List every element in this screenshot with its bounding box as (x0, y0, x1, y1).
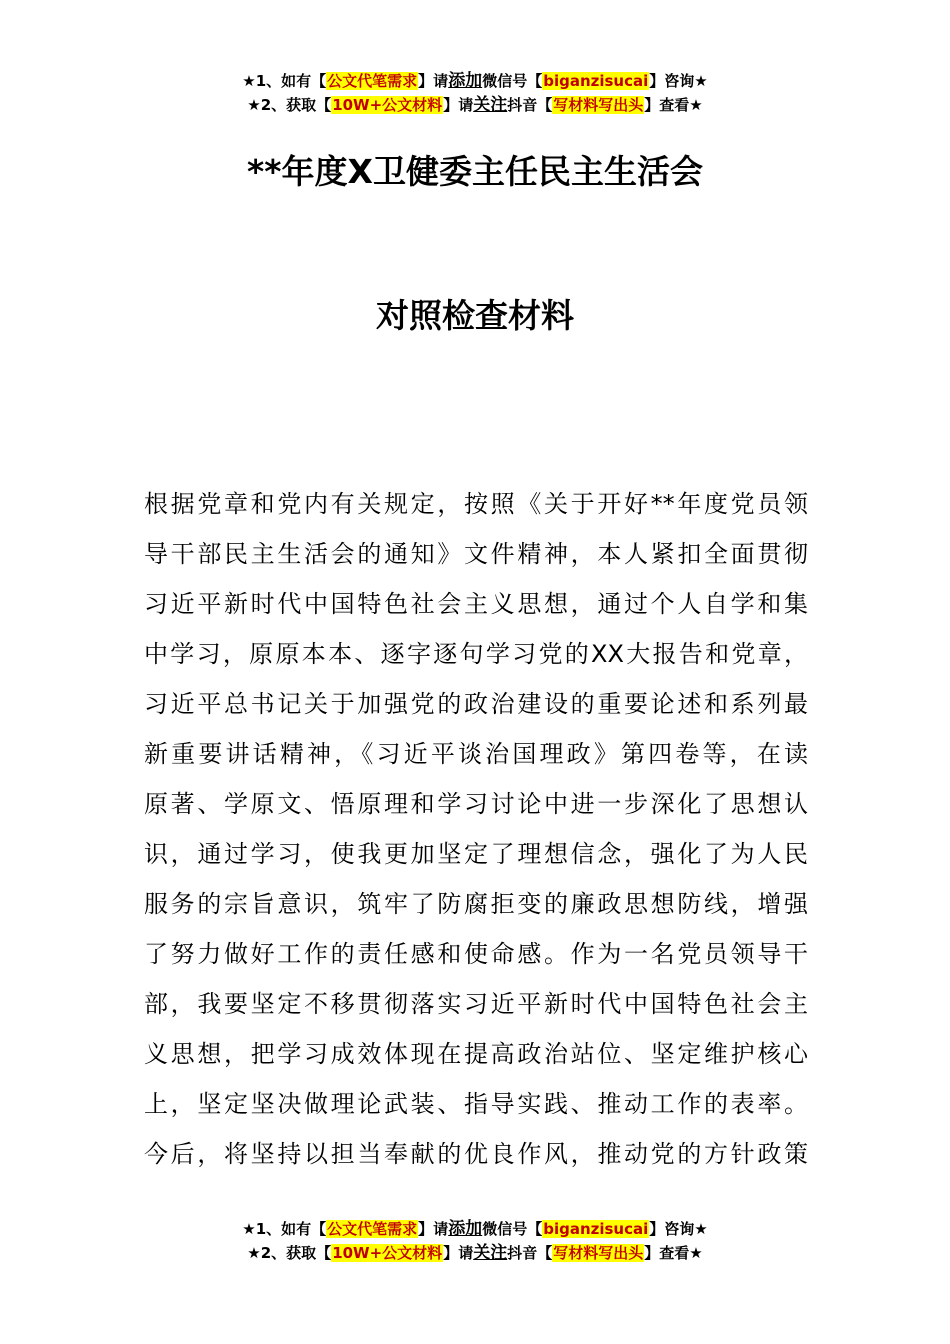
promo-text: ★1、如有【 (242, 72, 327, 90)
promo-text: 微信号【 (482, 1220, 543, 1238)
promo-douyin-id: 写材料写出头 (553, 1244, 644, 1262)
promo-emphasis: 关注 (473, 1243, 508, 1263)
promo-text: 】请 (443, 96, 474, 114)
promo-line-1 (0, 69, 950, 93)
promo-douyin-id: 写材料写出头 (553, 96, 644, 114)
body-line: 中学习，原原本本、逐字逐句学习党的XX大报告和党章， (144, 640, 808, 668)
promo-text: 】请 (418, 72, 449, 90)
promo-text: ★2、获取【 (247, 96, 332, 114)
promo-line-1 (0, 1217, 950, 1241)
body-line: 新重要讲话精神，《习近平谈治国理政》第四卷等，在读 (144, 740, 808, 768)
footer-promo (0, 1217, 950, 1265)
promo-text: 微信号【 (482, 72, 543, 90)
promo-highlight: 公文代笔需求 (327, 72, 418, 90)
body-line: 服务的宗旨意识，筑牢了防腐拒变的廉政思想防线，增强 (144, 890, 808, 918)
promo-emphasis: 添加 (448, 1219, 483, 1239)
promo-text: 】查看★ (644, 96, 703, 114)
promo-highlight: 10W+公文材料 (332, 96, 443, 114)
body-line: 导干部民主生活会的通知》文件精神，本人紧扣全面贯彻 (144, 540, 808, 568)
promo-text: 】查看★ (644, 1244, 703, 1262)
document-body (144, 479, 808, 1179)
promo-text: ★1、如有【 (242, 1220, 327, 1238)
body-line: 根据党章和党内有关规定，按照《关于开好**年度党员领 (144, 490, 808, 518)
document-subtitle: 对照检查材料 (376, 296, 574, 335)
body-line: 原著、学原文、悟原理和学习讨论中进一步深化了思想认 (144, 790, 808, 818)
promo-line-2 (0, 93, 950, 117)
promo-text: 抖音【 (507, 1244, 553, 1262)
promo-text: 】咨询★ (649, 1220, 708, 1238)
promo-highlight: 公文代笔需求 (327, 1220, 418, 1238)
promo-line-2 (0, 1241, 950, 1265)
body-line: 义思想，把学习成效体现在提高政治站位、坚定维护核心 (144, 1040, 808, 1068)
promo-text: 】咨询★ (649, 72, 708, 90)
body-line: 了努力做好工作的责任感和使命感。作为一名党员领导干 (144, 940, 808, 968)
body-line: 今后，将坚持以担当奉献的优良作风，推动党的方针政策 (144, 1140, 808, 1168)
promo-text: 】请 (443, 1244, 474, 1262)
document-title: **年度X卫健委主任民主生活会 (247, 152, 703, 191)
promo-text: 】请 (418, 1220, 449, 1238)
body-line: 部，我要坚定不移贯彻落实习近平新时代中国特色社会主 (144, 990, 808, 1018)
promo-wechat-id: biganzisucai (543, 1220, 649, 1238)
promo-highlight: 10W+公文材料 (332, 1244, 443, 1262)
promo-text: 抖音【 (507, 96, 553, 114)
body-line: 习近平总书记关于加强党的政治建设的重要论述和系列最 (144, 690, 808, 718)
promo-emphasis: 添加 (448, 71, 483, 91)
promo-text: ★2、获取【 (247, 1244, 332, 1262)
header-promo (0, 69, 950, 117)
body-line: 上，坚定坚决做理论武装、指导实践、推动工作的表率。 (144, 1090, 808, 1118)
body-line: 习近平新时代中国特色社会主义思想，通过个人自学和集 (144, 590, 808, 618)
promo-emphasis: 关注 (473, 95, 508, 115)
body-line: 识，通过学习，使我更加坚定了理想信念，强化了为人民 (144, 840, 808, 868)
promo-wechat-id: biganzisucai (543, 72, 649, 90)
